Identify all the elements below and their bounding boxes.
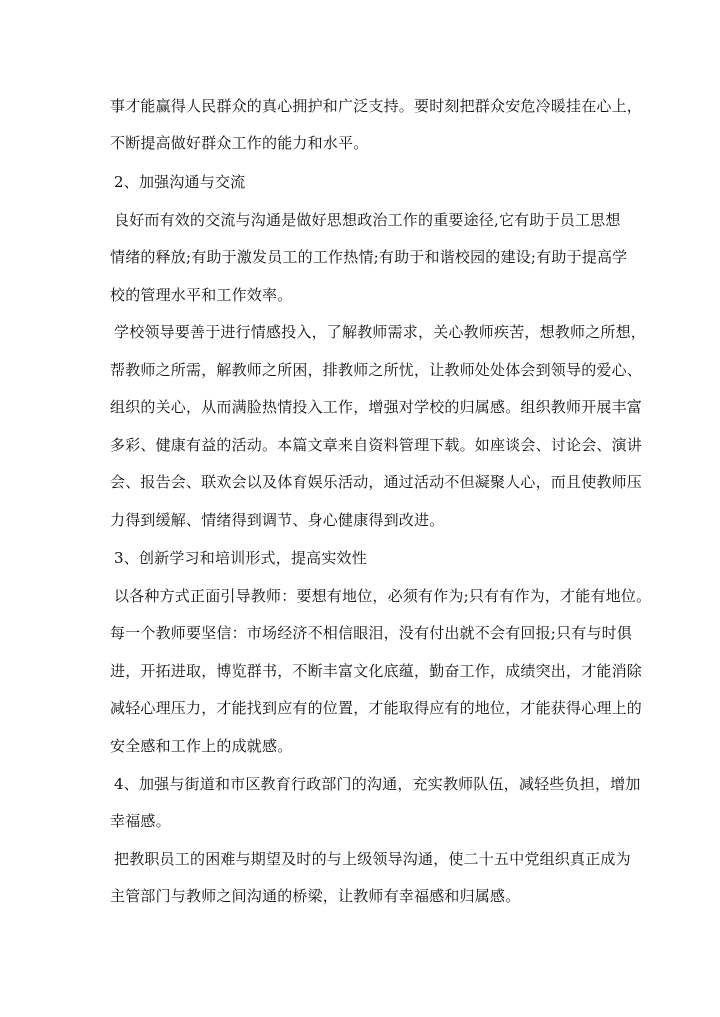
section-heading: 4、加强与街道和市区教育行政部门的沟通，充实教师队伍，减轻些负担，增加: [114, 775, 641, 793]
text-line: 学校领导要善于进行情感投入，了解教师需求，关心教师疾苦，想教师之所想，: [114, 323, 647, 341]
text-line: 事才能赢得人民群众的真心拥护和广泛支持。要时刻把群众安危冷暖挂在心上，: [110, 97, 643, 115]
text-line: 多彩、健康有益的活动。本篇文章来自资料管理下载。如座谈会、讨论会、演讲: [110, 436, 643, 454]
text-line: 力得到缓解、情绪得到调节、身心健康得到改进。: [110, 511, 445, 529]
text-line: 会、报告会、联欢会以及体育娱乐活动，通过活动不但凝聚人心，而且使教师压: [110, 473, 643, 491]
text-line: 安全感和工作上的成就感。: [110, 737, 293, 755]
section-heading-continued: 幸福感。: [110, 812, 171, 830]
text-line: 组织的关心，从而满脸热情投入工作，增强对学校的归属感。组织教师开展丰富: [110, 398, 643, 416]
section-heading: 2、加强沟通与交流: [114, 173, 246, 191]
text-line: 以各种方式正面引导教师：要想有地位，必须有作为;只有有作为，才能有地位。: [114, 587, 652, 605]
text-line: 主管部门与教师之间沟通的桥梁，让教师有幸福感和归属感。: [110, 887, 521, 905]
text-line: 良好而有效的交流与沟通是做好思想政治工作的重要途径,它有助于员工思想: [114, 211, 621, 229]
text-line: 每一个教师要坚信：市场经济不相信眼泪，没有付出就不会有回报;只有与时俱: [110, 624, 633, 642]
text-line: 帮教师之所需，解教师之所困，排教师之所忧，让教师处处体会到领导的爱心、: [110, 361, 643, 379]
text-line: 校的管理水平和工作效率。: [110, 286, 293, 304]
text-line: 情绪的释放;有助于激发员工的工作热情;有助于和谐校园的建设;有助于提高学: [110, 248, 628, 266]
text-line: 把教职员工的困难与期望及时的与上级领导沟通，使二十五中党组织真正成为: [114, 850, 631, 868]
text-line: 进，开拓进取，博览群书，不断丰富文化底蕴，勤奋工作，成绩突出，才能消除: [110, 662, 643, 680]
text-line: 减轻心理压力，才能找到应有的位置，才能取得应有的地位，才能获得心理上的: [110, 699, 643, 717]
text-line: 不断提高做好群众工作的能力和水平。: [110, 134, 369, 152]
section-heading: 3、创新学习和培训形式，提高实效性: [114, 549, 367, 567]
